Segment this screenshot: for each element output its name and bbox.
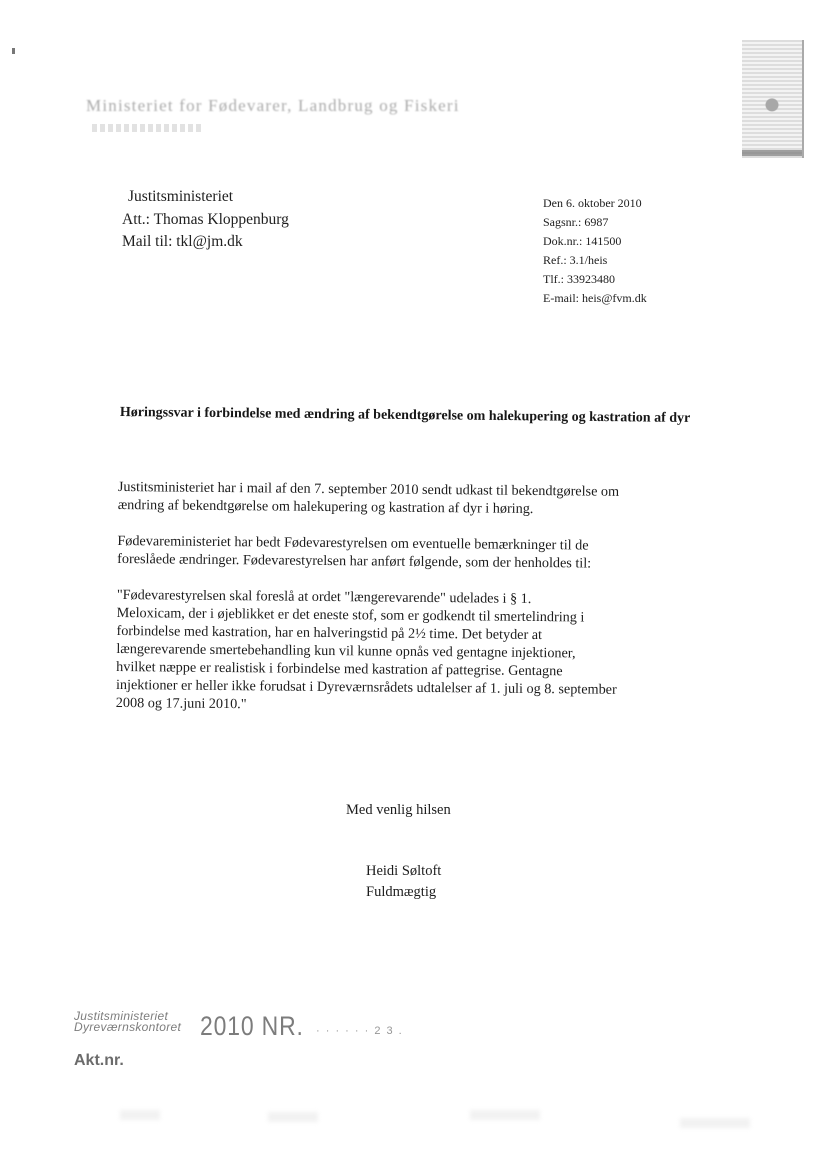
signer-name: Heidi Søltoft [366, 863, 442, 879]
recipient-name: Justitsministeriet [128, 188, 234, 205]
ministry-letterhead: Ministeriet for Fødevarer, Landbrug og Fiskeri [86, 96, 460, 115]
stamp-org-line-2: Dyreværnskontoret [74, 1020, 182, 1034]
crest-base [742, 150, 802, 156]
body-paragraph-3-quote [116, 586, 717, 718]
letter-body [116, 478, 718, 736]
body-line: 2008 og 17.juni 2010." [115, 694, 247, 713]
doknr-value: 141500 [585, 234, 622, 248]
recipient-block [122, 186, 289, 254]
body-line: hvilket næppe er realistisk i forbindelse med kastration af pattegrise. Gentagne [116, 658, 563, 680]
body-line: Justitsministeriet har i mail af den 7. september 2010 sendt udkast til bekendtgørelse om [117, 478, 620, 500]
scan-mark [12, 48, 15, 54]
stamp-org-line-1: Justitsministeriet [74, 1009, 169, 1023]
scan-smudge [470, 1110, 540, 1120]
signature-block [366, 861, 441, 903]
body-line: Fødevareministeriet har bedt Fødevarestyrelsen om eventuelle bemærkninger til de [117, 532, 589, 554]
doknr-row [543, 232, 647, 251]
ref-row [543, 251, 647, 270]
body-paragraph-2 [117, 532, 717, 574]
doknr-label: Dok.nr.: [543, 234, 583, 248]
scan-smudge [268, 1112, 318, 1122]
sagsnr-value: 6987 [584, 215, 609, 229]
ref-label: Ref.: [543, 253, 567, 267]
body-line: "Fødevarestyrelsen skal foreslå at ordet "længerevarende" udelades i § 1. [116, 586, 532, 607]
letterhead-subline [92, 124, 202, 132]
recipient-attention: Att.: Thomas Kloppenburg [122, 210, 289, 228]
body-line: længerevarende smertebehandling kun vil kunne opnås ved gentagne injektioner, [116, 640, 576, 662]
received-stamp [74, 1009, 404, 1069]
tlf-label: Tlf.: [543, 272, 564, 286]
email-row [543, 289, 647, 308]
stamp-akt-label: Akt.nr. [74, 1052, 124, 1069]
body-line: ændring af bekendtgørelse om halekupering og kastration af dyr i høring. [117, 496, 534, 517]
ref-value: 3.1/heis [569, 253, 608, 267]
scan-smudge [680, 1118, 750, 1128]
signer-title: Fuldmægtig [366, 884, 437, 900]
crown-logo-icon [742, 40, 804, 158]
letter-date: Den 6. oktober 2010 [543, 196, 642, 210]
body-line: injektioner er heller ikke forudsat i Dyreværnsrådets udtalelser af 1. juli og 8. september [115, 676, 617, 698]
subject-heading: Høringssvar i forbindelse med ændring af bekendtgørelse om halekupering og kastration af dyr [119, 404, 691, 426]
meta-block [543, 194, 647, 308]
scan-smudge [120, 1110, 160, 1120]
tlf-row [543, 270, 647, 289]
stamp-ref: · · · · · · 2 3 . [316, 1025, 404, 1037]
closing-greeting: Med venlig hilsen [346, 802, 451, 818]
stamp-date: 2010 NR. [200, 1011, 304, 1041]
body-line: forbindelse med kastration, har en halveringstid på 2½ time. Det betyder at [116, 622, 543, 644]
body-line: Meloxicam, der i øjeblikket er det eneste stof, som er godkendt til smertelindring i [116, 604, 585, 626]
recipient-mail: Mail til: tkl@jm.dk [122, 233, 243, 250]
sagsnr-label: Sagsnr.: [543, 215, 582, 229]
email-label: E-mail: [543, 291, 579, 305]
tlf-value: 33923480 [567, 272, 615, 286]
sagsnr-row [543, 213, 647, 232]
email-value: heis@fvm.dk [582, 291, 647, 305]
body-line: foreslåede ændringer. Fødevarestyrelsen har anført følgende, som der henholdes til: [117, 550, 592, 572]
body-paragraph-1 [118, 478, 718, 520]
